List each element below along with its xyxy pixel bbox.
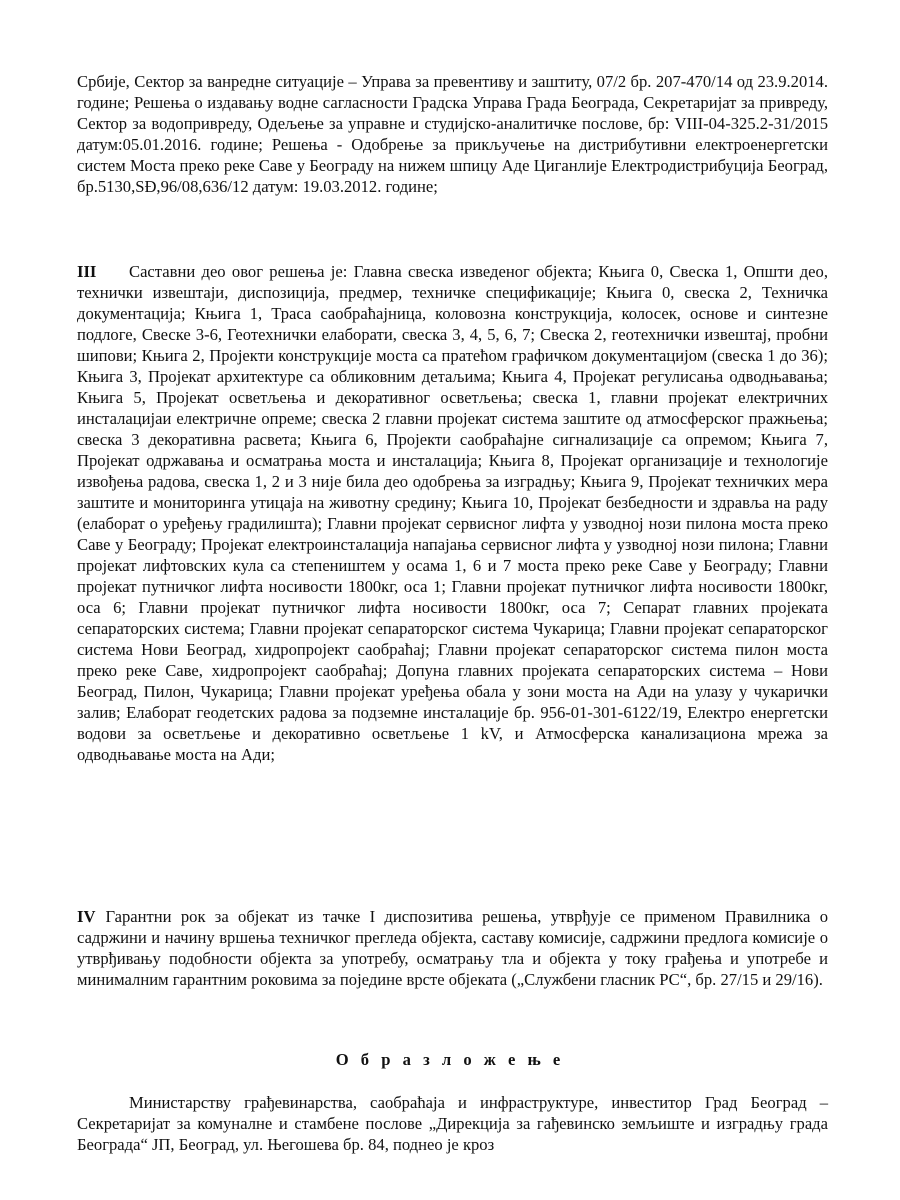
section-four-number: IV — [77, 907, 96, 926]
section-three-paragraph — [77, 261, 828, 765]
explanation-heading: О б р а з л о ж е њ е — [335, 1050, 565, 1069]
section-four-paragraph — [77, 906, 828, 990]
section-four-text: Гарантни рок за објекат из тачке I диспозитива решења, утврђује се применом Правилника о садржини и начину вршења техничког прегледа објекта, саставу комисије, садржини предлога комисије о утврђивању подобности објекта за употребу, осматрању тла и објекта у току грађења и употребе и минималним гарантним роковима за поједине врсте објеката („Службени гласник РС“, бр. 27/15 и 29/16). — [77, 907, 828, 989]
intro-paragraph: Србије, Сектор за ванредне ситуације – Управа за превентиву и заштиту, 07/2 бр. 207-470/14 од 23.9.2014. године; Решења о издавању водне сагласности Градска Управа Града Београда, Секретаријат за привреду, Сектор за водопривреду, Одељење за управне и студијско-аналитичке послове, бр: VIII-04-325.2-31/2015 датум:05.01.2016. године; Решења - Одобрење за прикључење на дистрибутивни електроенергетски систем Моста преко реке Саве у Београду на нижем шпицу Аде Циганлије Електродистрибуција Београд, бр.5130,SĐ,96/08,636/12 датум: 19.03.2012. године; — [77, 72, 828, 196]
section-three-number: III — [77, 262, 97, 281]
explanation-paragraph: Министарству грађевинарства, саобраћаја и инфраструктуре, инвеститор Град Београд – Секретаријат за комуналне и стамбене послове „Дирекција за гађевинско земљиште и изградњу града Београда“ ЈП, Београд, ул. Његошева бр. 84, поднео је кроз — [77, 1093, 828, 1154]
section-three-text: Саставни део овог решења је: Главна свеска изведеног објекта; Књига 0, Свеска 1, Општи део, технички извештаји, диспозиција, предмер, техничке спецификације; Књига 0, свеска 2, Техничка документација; Књига 1, Траса саобраћајница, коловозна конструкција, колосек, основе и синтезне подлоге, Свеске 3-6, Геотехнички елаборати, свеска 3, 4, 5, 6, 7; Свеска 2, геотехнички извештај, пробни шипови; Књига 2, Пројекти конструкције моста са пратећом графичком документацијом (свеска 1 до 36); Књига 3, Пројекат архитектуре са обликовним детаљима; Књига 4, Пројекат регулисања одводњавања; Књига 5, Пројекат осветљења и декоративног осветљења; свеска 1, главни пројекат електричних инсталацијаи електричне опреме; свеска 2 главни пројекат система заштите од атмосферског пражњења; свеска 3 декоративна расвета; Књига 6, Пројекти саобраћајне сигнализације са опремом; Књига 7, Пројекат одржавања и осматрања моста и инсталација; Књига 8, Пројекат организације и технологије извођења радова, свеска 1, 2 и 3 није била део одобрења за изградњу; Књига 9, Пројекат техничких мера заштите и мониторинга утицаја на животну средину; Књига 10, Пројекат безбедности и здравља на раду (елаборат о уређењу градилишта); Главни пројекат сервисног лифта у узводној нози пилона моста преко Саве у Београду; Пројекат електроинсталација напајања сервисног лифта у узводној нози пилона; Главни пројекат лифтовских кула са степеништем у осама 1, 6 и 7 моста преко реке Саве у Београду; Главни пројекат путничког лифта носивости 1800кг, оса 1; Главни пројекат путничког лифта носивости 1800кг, оса 6; Главни пројекат путничког лифта носивости 1800кг, оса 7; Сепарат главних пројеката сепараторских система; Главни пројекат сепараторског система Чукарица; Главни пројекат сепараторског система Нови Београд, хидропројект саобраћај; Главни пројекат сепараторског система пилон моста преко реке Саве, хидропројект саобраћај; Допуна главних пројеката сепараторских система – Нови Београд, Пилон, Чукарица; Главни пројекат уређења обала у зони моста на Ади на улазу у чукарички залив; Елаборат геодетских радова за подземне инсталације бр. 956-01-301-6122/19, Електро енергетски водови за осветљење и декоративно осветљење 1 kV, и Атмосферска канализациона мрежа за одводњавање моста на Ади; — [77, 262, 828, 764]
